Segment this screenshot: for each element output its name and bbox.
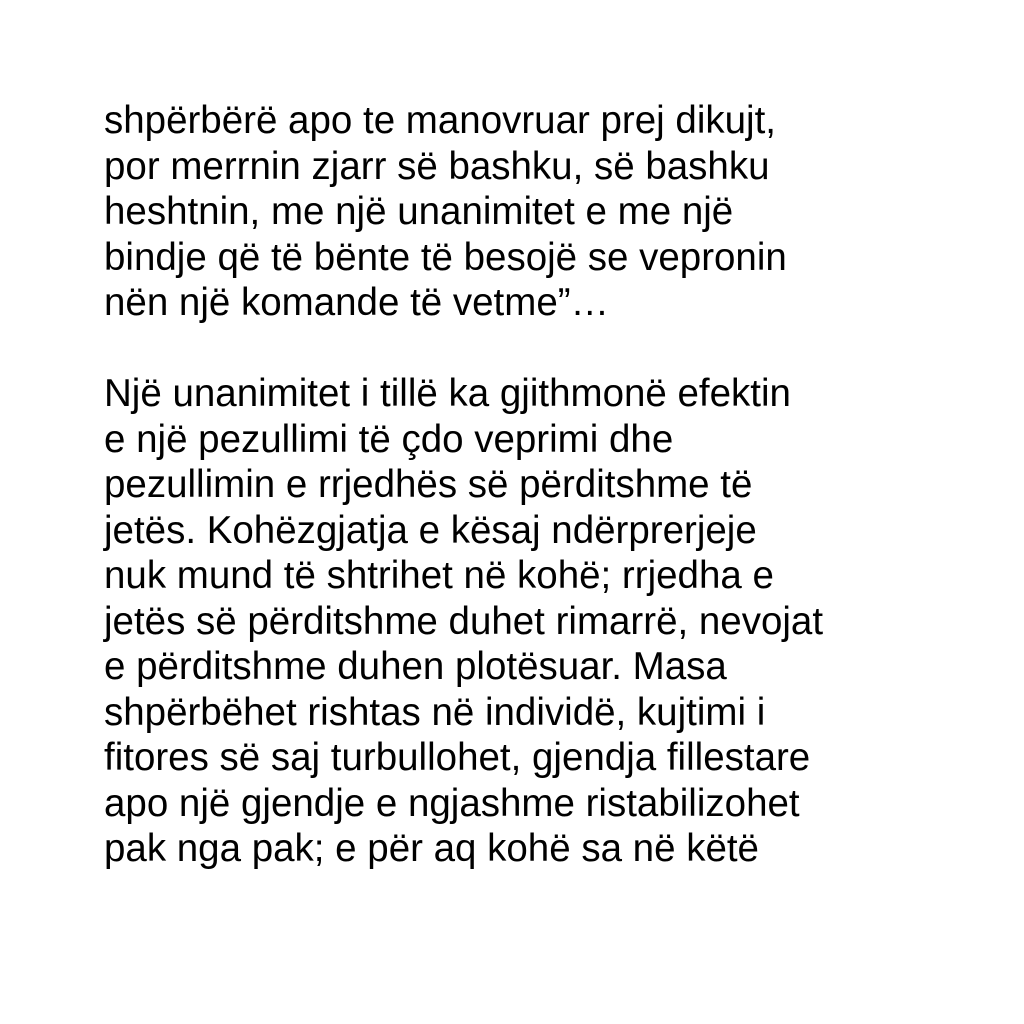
text-line: por merrnin zjarr së bashku, së bashku bbox=[104, 144, 770, 188]
text-line: pezullimin e rrjedhës së përditshme të bbox=[104, 463, 753, 506]
body-text bbox=[104, 98, 964, 872]
text-line: nën një komande të vetme”… bbox=[104, 281, 610, 324]
text-line: fitores së saj turbullohet, gjendja fillestare bbox=[104, 736, 811, 779]
text-line: Një unanimitet i tillë ka gjithmonë efektin bbox=[104, 372, 791, 415]
text-line: bindje që të bënte të besojë se vepronin bbox=[104, 235, 787, 279]
text-line: jetës së përditshme duhet rimarrë, nevojat bbox=[104, 599, 824, 643]
text-line: pak nga pak; e për aq kohë sa në këtë bbox=[104, 827, 759, 870]
text-line: nuk mund të shtrihet në kohë; rrjedha e bbox=[104, 554, 774, 597]
paragraph-1 bbox=[104, 98, 964, 326]
text-line: shpërbëhet rishtas në individë, kujtimi i bbox=[104, 690, 766, 734]
text-line: e përditshme duhen plotësuar. Masa bbox=[104, 645, 727, 688]
text-line: jetës. Kohëzgjatja e kësaj ndërprerjeje bbox=[104, 508, 757, 552]
text-line: shpërbërë apo te manovruar prej dikujt, bbox=[104, 99, 776, 142]
text-line: apo një gjendje e ngjashme ristabilizohet bbox=[104, 781, 800, 825]
paragraph-2 bbox=[104, 371, 964, 872]
text-line: heshtnin, me një unanimitet e me një bbox=[104, 190, 734, 233]
text-line: e një pezullimi të çdo veprimi dhe bbox=[104, 417, 674, 461]
